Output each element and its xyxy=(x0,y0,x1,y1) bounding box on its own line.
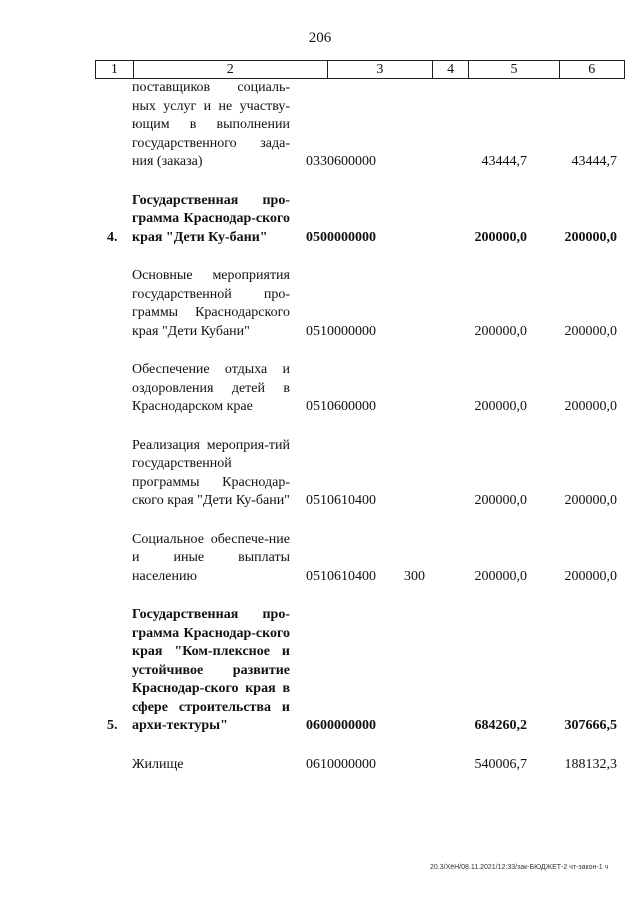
row-code: 0600000000 xyxy=(306,718,376,733)
row-name: Жилище xyxy=(132,756,184,772)
table-row xyxy=(0,361,640,417)
row-name: Социальное обеспече-ние и иные выплаты населению xyxy=(132,531,290,584)
row-code: 0500000000 xyxy=(306,229,376,245)
table-row xyxy=(0,79,640,172)
row-value-6: 307666,5 xyxy=(564,718,617,733)
row-value-5: 200000,0 xyxy=(474,229,527,245)
row-value-6: 43444,7 xyxy=(571,154,617,169)
row-value-6: 200000,0 xyxy=(564,229,617,245)
row-value-5: 200000,0 xyxy=(474,493,527,508)
row-value-5: 43444,7 xyxy=(481,154,527,169)
header-col-4: 4 xyxy=(433,61,470,78)
row-value-6: 200000,0 xyxy=(564,399,617,414)
header-col-3: 3 xyxy=(328,61,433,78)
row-name: Реализация мероприя-тий государственной программы Краснодар-ского края "Дети Ку-бани" xyxy=(132,437,290,508)
row-value-5: 200000,0 xyxy=(474,323,527,339)
budget-table-body xyxy=(0,79,640,774)
page-number: 206 xyxy=(308,30,332,46)
header-col-1: 1 xyxy=(96,61,134,78)
table-row xyxy=(0,756,640,775)
row-name: Обеспечение отдыха и оздоровления детей в Краснодарском крае xyxy=(132,362,290,414)
row-value-5: 200000,0 xyxy=(474,399,527,414)
row-code: 0510000000 xyxy=(306,323,376,339)
row-value-6: 200000,0 xyxy=(564,568,617,584)
row-number: 4. xyxy=(107,229,118,245)
row-value-5: 200000,0 xyxy=(474,568,527,584)
table-row xyxy=(0,267,640,341)
header-col-5: 5 xyxy=(469,61,559,78)
table-row xyxy=(0,606,640,736)
row-value-5: 684260,2 xyxy=(474,718,527,733)
header-col-2: 2 xyxy=(134,61,328,78)
row-code: 0330600000 xyxy=(306,154,376,169)
row-name: Государственная про-грамма Краснодар-ского края "Ком-плексное и устойчивое развитие Краснодар-ского края в сфере строительства и архи-тектуры" xyxy=(132,607,290,733)
row-name: поставщиков социаль-ных услуг и не участву-ющим в выполнении государственного зада-ния (заказа) xyxy=(132,80,290,169)
row-type: 300 xyxy=(404,568,425,584)
document-footer: 20.3/ХёН/08.11.2021/12:33/зак-БЮДЖЕТ-2 чт-закон-1 ч xyxy=(430,864,609,871)
row-value-6: 200000,0 xyxy=(564,323,617,339)
table-row xyxy=(0,531,640,587)
table-header xyxy=(95,60,625,79)
row-code: 0510610400 xyxy=(306,493,376,508)
row-value-6: 188132,3 xyxy=(564,756,617,772)
table-row xyxy=(0,192,640,248)
row-value-5: 540006,7 xyxy=(474,756,527,772)
row-value-6: 200000,0 xyxy=(564,493,617,508)
row-code: 0510610400 xyxy=(306,568,376,584)
row-number: 5. xyxy=(107,718,118,733)
header-col-6: 6 xyxy=(588,62,596,77)
row-name: Государственная про-грамма Краснодар-ского края "Дети Ку-бани" xyxy=(132,192,290,245)
row-name: Основные мероприятия государственной про-граммы Краснодарского края "Дети Кубани" xyxy=(132,268,290,339)
row-code: 0510600000 xyxy=(306,399,376,414)
row-code: 0610000000 xyxy=(306,756,376,772)
table-row xyxy=(0,437,640,511)
